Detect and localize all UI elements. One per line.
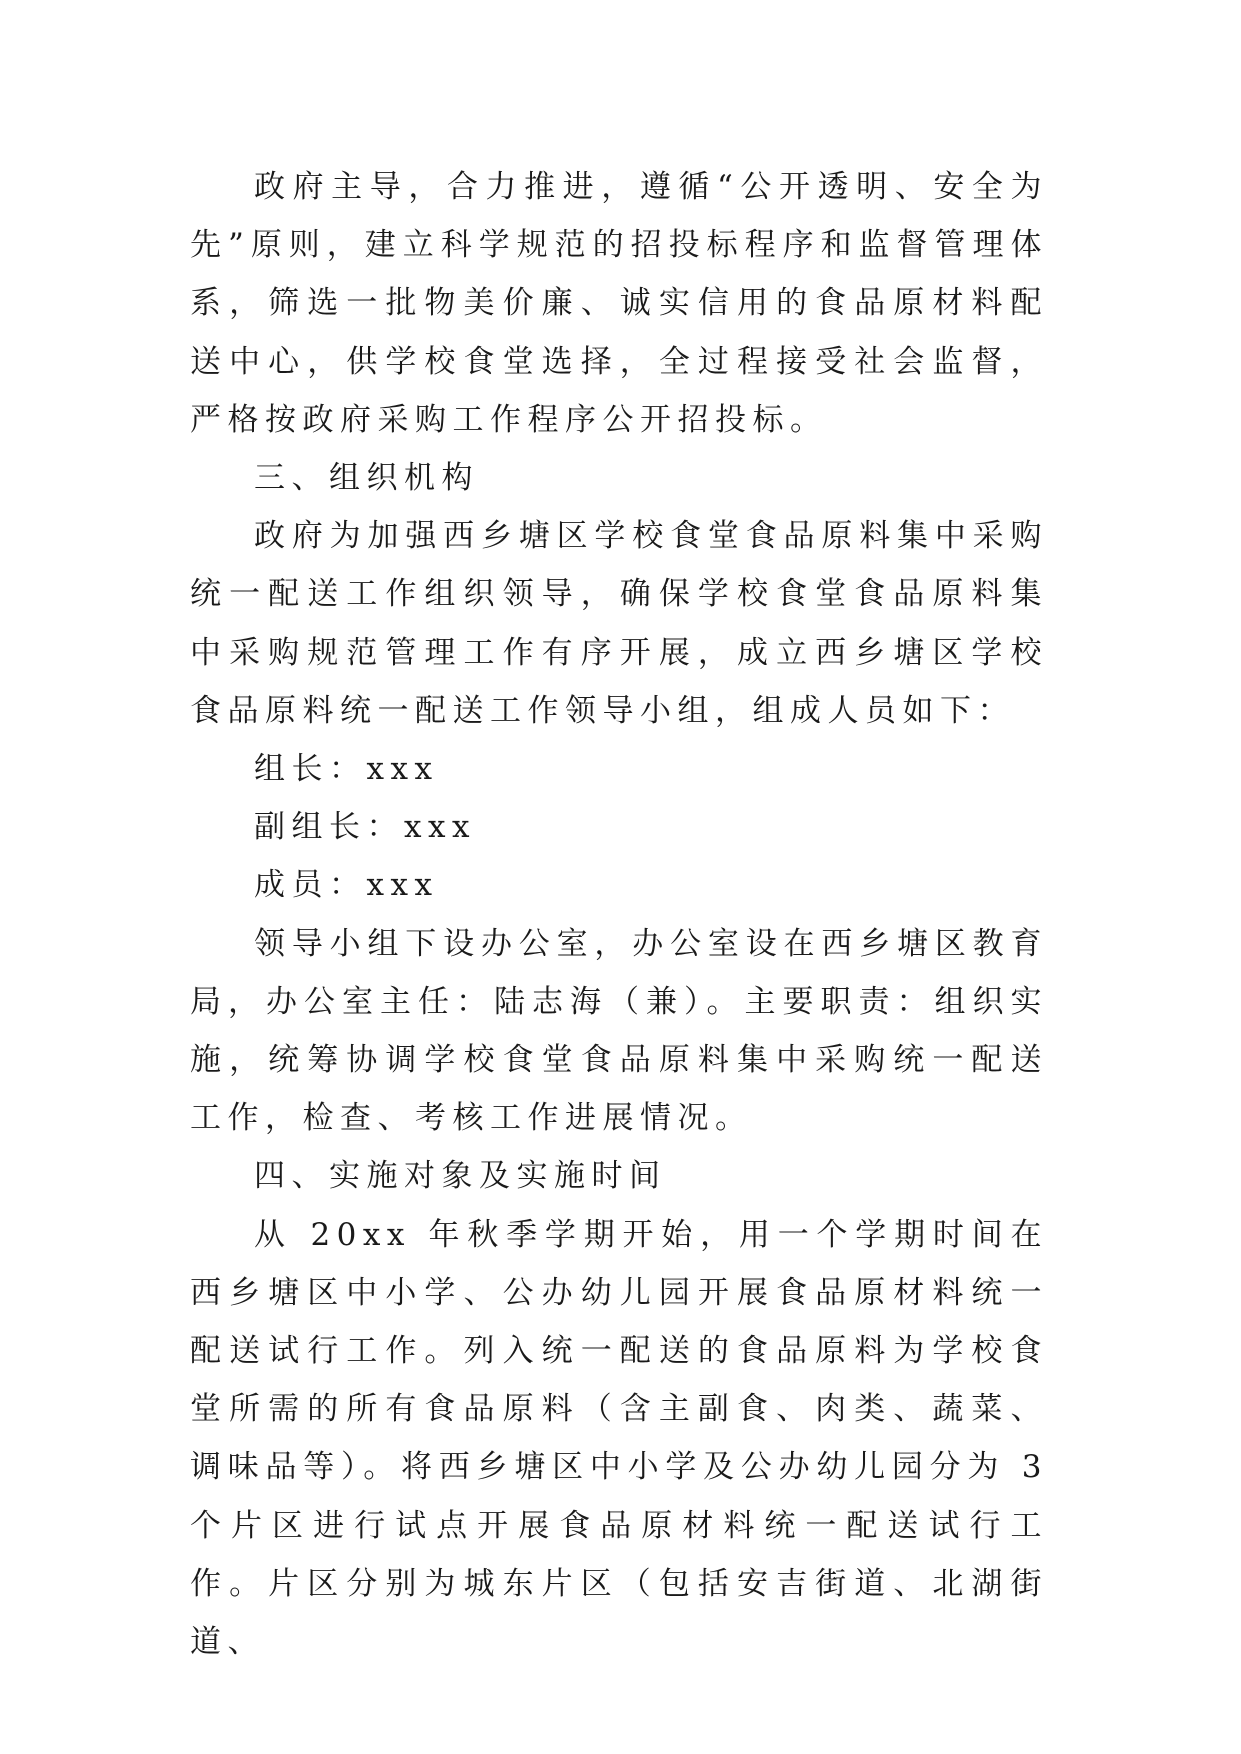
member-members: 成员：xxx <box>254 867 439 904</box>
paragraph-principles: 政府主导，合力推进，遵循“公开透明、安全为先”原则，建立科学规范的招投标程序和监督管理体系，筛选一批物美价廉、诚实信用的食品原材料配送中心，供学校食堂选择，全过程接受社会监督，严格按政府采购工作程序公开招投标。 <box>190 169 1048 438</box>
document-body <box>190 158 1048 1671</box>
paragraph-implementation: 从 20xx 年秋季学期开始，用一个学期时间在西乡塘区中小学、公办幼儿园开展食品原材料统一配送试行工作。列入统一配送的食品原料为学校食堂所需的所有食品原料（含主副食、肉类、蔬菜、调味品等）。将西乡塘区中小学及公办幼儿园分为 3 个片区进行试点开展食品原材料统一配送试行工作。片区分别为城东片区（包括安吉街道、北湖街道、 <box>190 1216 1048 1661</box>
paragraph-office-duties: 领导小组下设办公室，办公室设在西乡塘区教育局，办公室主任：陆志海（兼）。主要职责：组织实施，统筹协调学校食堂食品原料集中采购统一配送工作，检查、考核工作进展情况。 <box>190 925 1048 1137</box>
section-heading-targets-timing: 四、实施对象及实施时间 <box>254 1158 667 1195</box>
member-deputy-leader: 副组长：xxx <box>254 809 476 846</box>
member-leader: 组长：xxx <box>254 751 439 788</box>
paragraph-leadership-group: 政府为加强西乡塘区学校食堂食品原料集中采购统一配送工作组织领导，确保学校食堂食品原料集中采购规范管理工作有序开展，成立西乡塘区学校食品原料统一配送工作领导小组，组成人员如下： <box>190 518 1048 729</box>
section-heading-organization: 三、组织机构 <box>254 460 479 497</box>
